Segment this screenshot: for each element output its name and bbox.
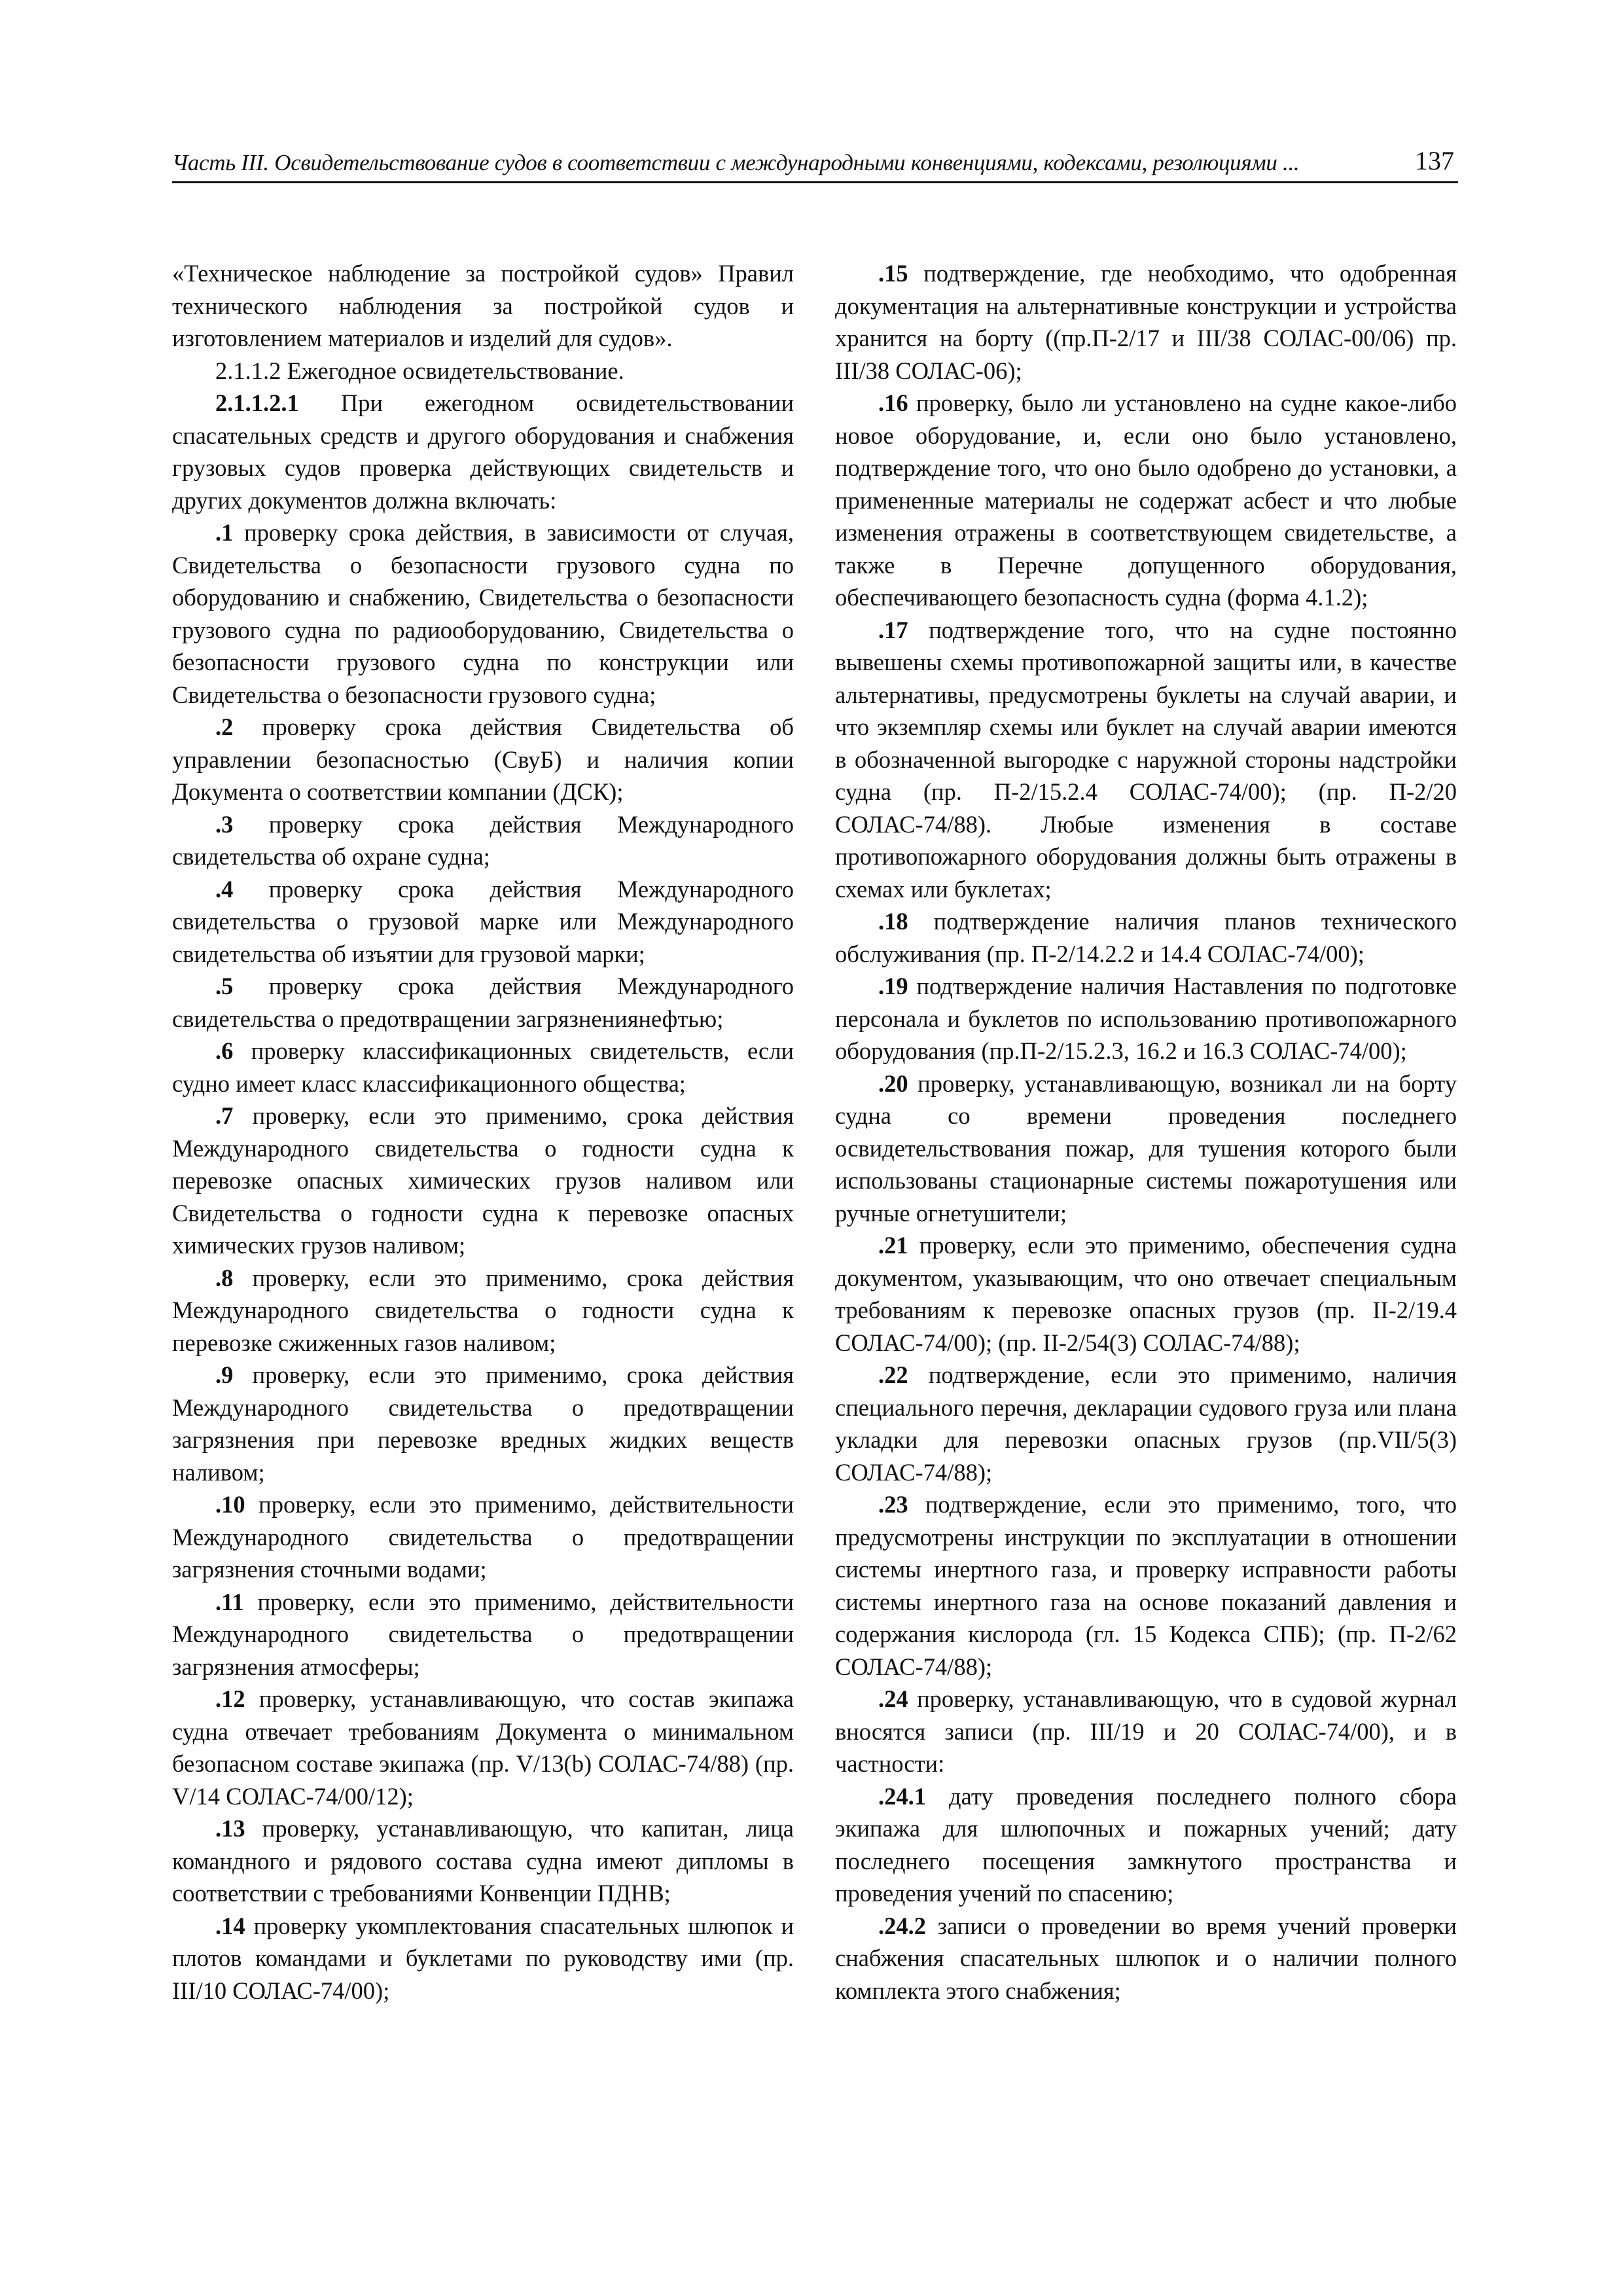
paragraph xyxy=(172,1262,794,1359)
item-marker: .2 xyxy=(215,713,234,740)
paragraph xyxy=(172,257,794,355)
paragraph-text: проверку, устанавливающую, возникал ли на борту судна со времени проведения последнего освидетельствования пожар, для тушения которого были использованы стационарные системы пожаротушения или ручные огнетушители; xyxy=(835,1069,1457,1227)
paragraph xyxy=(835,905,1457,970)
item-marker: .18 xyxy=(878,908,908,935)
page-header xyxy=(172,143,1458,183)
paragraph-text: проверку, устанавливающую, что в судовой журнал вносятся записи (пр. III/19 и 20 СОЛАС-74/00), и в частности: xyxy=(835,1685,1457,1777)
paragraph xyxy=(172,1683,794,1812)
paragraph-text: проверку укомплектования спасательных шлюпок и плотов командами и буклетами по руководству ими (пр. III/10 СОЛАС-74/00); xyxy=(172,1912,794,2004)
paragraph xyxy=(835,1229,1457,1359)
paragraph xyxy=(172,1910,794,2007)
paragraph xyxy=(835,1780,1457,1910)
left-column xyxy=(172,257,794,2007)
item-marker: .14 xyxy=(215,1912,245,1939)
paragraph-text: проверку срока действия Международного свидетельства о грузовой марке или Международного свидетельства об изъятии для грузовой марки; xyxy=(172,875,794,967)
paragraph-text: подтверждение того, что на судне постоянно вывешены схемы противопожарной защиты или, в качестве альтернативы, предусмотрены буклеты на случай аварии, и что экземпляр схемы или буклет на случай аварии имеются в обозначенной выгородке с наружной стороны надстройки судна (пр. П-2/15.2.4 СОЛАС-74/00); (пр. П-2/20 СОЛАС-74/88). Любые изменения в составе противопожарного оборудования должны быть отражены в схемах или буклетах; xyxy=(835,616,1457,903)
paragraph-text: проверку срока действия Международного свидетельства об охране судна; xyxy=(172,810,794,870)
paragraph xyxy=(172,711,794,808)
paragraph xyxy=(172,1488,794,1586)
item-marker: .23 xyxy=(878,1491,908,1518)
item-marker: .5 xyxy=(215,973,234,999)
paragraph xyxy=(835,970,1457,1067)
paragraph xyxy=(172,1812,794,1910)
paragraph-text: проверку, если это применимо, срока действия Международного свидетельства о предотвращении загрязнения при перевозке вредных жидких веществ наливом; xyxy=(172,1361,794,1486)
item-marker: .22 xyxy=(878,1361,908,1388)
paragraph-text: проверку, если это применимо, обеспечения судна документом, указывающим, что оно отвечает специальным требованиям к перевозке опасных грузов (пр. II-2/19.4 СОЛАС-74/00); (пр. II-2/54(3) СОЛАС-74/88); xyxy=(835,1232,1457,1356)
paragraph xyxy=(835,614,1457,906)
paragraph-text: проверку срока действия, в зависимости от случая, Свидетельства о безопасности грузового судна по оборудованию и снабжению, Свидетельства о безопасности грузового судна по радиооборудованию, Свидетельства о безопасности грузового судна по конструкции или Свидетельства о безопасности грузового судна; xyxy=(172,519,794,708)
paragraph-text: подтверждение наличия планов технического обслуживания (пр. П-2/14.2.2 и 14.4 СОЛАС-74/00); xyxy=(835,908,1457,967)
item-marker: .10 xyxy=(215,1491,245,1518)
paragraph-text: подтверждение наличия Наставления по подготовке персонала и буклетов по использованию противопожарного оборудования (пр.П-2/15.2.3, 16.2 и 16.3 СОЛАС-74/00); xyxy=(835,973,1457,1064)
item-marker: .16 xyxy=(878,389,908,416)
item-marker: .6 xyxy=(215,1037,234,1064)
item-marker: .9 xyxy=(215,1361,234,1388)
paragraph xyxy=(172,516,794,711)
item-marker: .20 xyxy=(878,1069,908,1097)
paragraph xyxy=(172,1100,794,1262)
paragraph xyxy=(172,1586,794,1683)
paragraph xyxy=(172,1035,794,1100)
paragraph-text: проверку, если это применимо, срока действия Международного свидетельства о годности судна к перевозке опасных химических грузов наливом или Свидетельства о годности судна к перевозке опасных химических грузов наливом; xyxy=(172,1102,794,1259)
paragraph xyxy=(835,387,1457,614)
item-marker: .8 xyxy=(215,1264,234,1291)
item-marker: .24 xyxy=(878,1685,908,1712)
item-marker: .11 xyxy=(215,1588,244,1615)
paragraph-text: проверку, если это применимо, действительности Международного свидетельства о предотвращении загрязнения атмосферы; xyxy=(172,1588,794,1680)
paragraph-text: проверку, если это применимо, действительности Международного свидетельства о предотвращении загрязнения сточными водами; xyxy=(172,1491,794,1583)
item-marker: 2.1.1.2.1 xyxy=(215,389,299,416)
item-marker: .1 xyxy=(215,519,234,546)
running-title: Часть III. Освидетельствование судов в соответствии с международными конвенциями, кодексами, резолюциями ... xyxy=(172,150,1300,175)
paragraph-text: подтверждение, где необходимо, что одобренная документация на альтернативные конструкции и устройства хранится на борту ((пр.П-2/17 и III/38 СОЛАС-00/06) пр. III/38 СОЛАС-06); xyxy=(835,260,1457,384)
paragraph-text: проверку классификационных свидетельств, если судно имеет класс классификационного общества; xyxy=(172,1037,794,1097)
item-marker: .4 xyxy=(215,875,234,903)
paragraph xyxy=(835,1910,1457,2007)
paragraph xyxy=(835,1067,1457,1230)
paragraph-text: 2.1.1.2 Ежегодное освидетельствование. xyxy=(215,357,624,384)
paragraph-text: При ежегодном освидетельствовании спасательных средств и другого оборудования и снабжения грузовых судов проверка действующих свидетельств и других документов должна включать: xyxy=(172,389,794,514)
paragraph-text: проверку, устанавливающую, что капитан, лица командного и рядового состава судна имеют дипломы в соответствии с требованиями Конвенции ПДНВ; xyxy=(172,1815,794,1907)
item-marker: .21 xyxy=(878,1232,908,1259)
paragraph-text: подтверждение, если это применимо, наличия специального перечня, декларации судового груза или плана укладки для перевозки опасных грузов (пр.VII/5(3) СОЛАС-74/88); xyxy=(835,1361,1457,1486)
item-marker: .15 xyxy=(878,260,908,287)
paragraph-text: проверку срока действия Свидетельства об управлении безопасностью (СвуБ) и наличия копии Документа о соответствии компании (ДСК); xyxy=(172,713,794,805)
paragraph xyxy=(172,387,794,516)
paragraph xyxy=(172,355,794,387)
paragraph xyxy=(835,1359,1457,1488)
paragraph-text: «Техническое наблюдение за постройкой судов» Правил технического наблюдения за постройкой судов и изготовлением материалов и изделий для судов». xyxy=(172,260,794,351)
paragraph xyxy=(835,1488,1457,1683)
page-number: 137 xyxy=(1415,146,1454,175)
paragraph xyxy=(172,873,794,971)
paragraph-text: дату проведения последнего полного сбора экипажа для шлюпочных и пожарных учений; дату последнего посещения замкнутого пространства и проведения учений по спасению; xyxy=(835,1782,1457,1907)
paragraph-text: проверку, если это применимо, срока действия Международного свидетельства о годности судна к перевозке сжиженных газов наливом; xyxy=(172,1264,794,1356)
right-column xyxy=(835,257,1457,2007)
item-marker: .24.1 xyxy=(878,1782,926,1810)
item-marker: .24.2 xyxy=(878,1912,926,1939)
paragraph-text: подтверждение, если это применимо, того, что предусмотрены инструкции по эксплуатации в отношении системы инертного газа, и проверку исправности работы системы инертного газа на основе показаний давления и содержания кислорода (гл. 15 Кодекса СПБ); (пр. П-2/62 СОЛАС-74/88); xyxy=(835,1491,1457,1680)
paragraph-text: проверку, было ли установлено на судне какое-либо новое оборудование, и, если оно было установлено, подтверждение того, что оно было одобрено до установки, а примененные материалы не содержат асбест и что любые изменения отражены в соответствующем свидетельстве, а также в Перечне допущенного оборудования, обеспечивающего безопасность судна (форма 4.1.2); xyxy=(835,389,1457,611)
paragraph-text: проверку, устанавливающую, что состав экипажа судна отвечает требованиям Документа о минимальном безопасном составе экипажа (пр. V/13(b) СОЛАС-74/88) (пр. V/14 СОЛАС-74/00/12); xyxy=(172,1685,794,1810)
paragraph xyxy=(835,257,1457,387)
paragraph xyxy=(835,1683,1457,1780)
item-marker: .19 xyxy=(878,973,908,999)
item-marker: .12 xyxy=(215,1685,245,1712)
paragraph xyxy=(172,808,794,873)
item-marker: .17 xyxy=(878,616,908,643)
paragraph-text: проверку срока действия Международного свидетельства о предотвращении загрязнениянефтью; xyxy=(172,973,794,1032)
paragraph xyxy=(172,1359,794,1488)
paragraph-text: записи о проведении во время учений проверки снабжения спасательных шлюпок и о наличии полного комплекта этого снабжения; xyxy=(835,1912,1457,2004)
item-marker: .3 xyxy=(215,810,234,838)
paragraph xyxy=(172,970,794,1035)
item-marker: .7 xyxy=(215,1102,234,1129)
item-marker: .13 xyxy=(215,1815,245,1842)
